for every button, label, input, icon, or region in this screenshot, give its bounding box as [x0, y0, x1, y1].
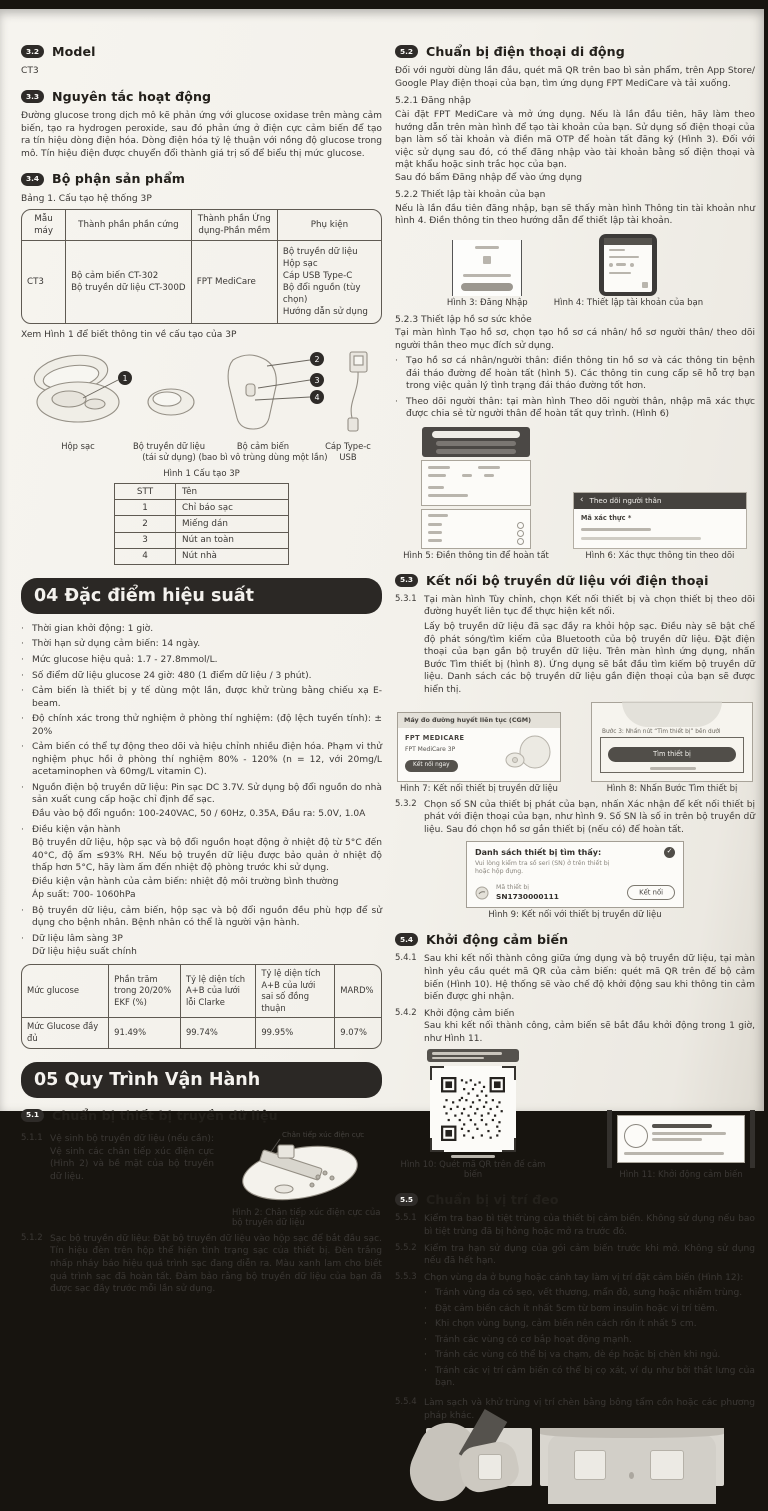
section-5-4: [395, 931, 755, 948]
figure6-header: [574, 493, 746, 509]
cell: 2: [115, 516, 176, 532]
step-text: Vệ sinh bộ truyền dữ liệu (nếu cần): Vệ sinh các chân tiếp xúc điện cực (Hình 2) và bề mặt của bộ truyền dữ liệu.: [50, 1134, 214, 1182]
section-05-header: 05 Quy Trình Vận Hành: [21, 1062, 382, 1098]
figure1-drawing: [21, 344, 379, 436]
connect-now-button-image: Kết nối ngay: [405, 760, 458, 772]
cell: Nút an toàn: [176, 532, 289, 548]
bullet-text: Số điểm dữ liệu glucose 24 giờ: 480 (1 điểm dữ liệu / 3 phút).: [32, 670, 312, 681]
figure7-caption: Hình 7: Kết nối thiết bị truyền dữ liệu: [400, 784, 558, 795]
step-text: Sạc bộ truyền dữ liệu: Đặt bộ truyền dữ liệu vào hộp sạc để bắt đầu sạc. Tín hiệu đèn trên hộp thể hiện tình trạng sạc của thiết bị. Đèn trắng nhấp nháy báo hiệu quá trình sạc đang diễn ra. Màu xanh lam cho biết quá trình sạc đã hoàn tất. Đảm bảo rằng bộ truyền dữ liệu của bạn đã được sạc đầy trước mỗi lần sử dụng.: [50, 1233, 382, 1295]
performance-bullets: [21, 623, 382, 959]
figure7: [397, 712, 561, 794]
bullet-text: Thời hạn sử dụng cảm biến: 14 ngày.: [32, 639, 201, 650]
bullet-text: Tránh các vùng có thể bị va chạm, dè ép hoặc bị chèn khi ngủ.: [435, 1350, 721, 1361]
paper: [0, 9, 764, 1421]
figure10-screenshot: [421, 1049, 525, 1158]
see-figure1-note: Xem Hình 1 để biết thông tin về cấu tạo của 3P: [21, 330, 237, 341]
bullet-text: Cảm biến có thể tự động theo dõi và hiệu chỉnh nhiều điện hóa. Phạm vi thử nghiệm phục hồi ở phòng thí nghiệm 80% - 120% (n = 12, với 20mg/L acetaminophen và 60mg/L vitamin C).: [32, 742, 382, 778]
section-title: Chuẩn bị vị trí đeo: [426, 1192, 559, 1208]
cell: 9.07%: [334, 1017, 381, 1047]
col-header: Tỷ lệ diện tích A+B của lưới lỗi Clarke: [180, 965, 255, 1017]
figure4: [554, 234, 703, 309]
step-number: 5.1.1: [21, 1133, 43, 1144]
cell-model: CT3: [22, 240, 65, 323]
bullet-text: Bộ truyền dữ liệu, cảm biến, hộp sạc và bộ đổi nguồn đều phù hợp để sử dụng cho bệnh nhân. Bệnh nhân có thể là người vận hành.: [32, 905, 382, 929]
bullet-text: Tránh các vị trí cảm biến có thể bị cọ xát, ví dụ như bởi thắt lưng của bạn.: [435, 1365, 755, 1389]
figure9-device-label: Mã thiết bị: [496, 883, 530, 891]
figure5-caption: Hình 5: Điền thông tin để hoàn tất: [403, 550, 549, 561]
figure9-title: Danh sách thiết bị tìm thấy:: [475, 847, 602, 857]
callout-number: 4: [314, 392, 320, 402]
bullet-text: Tránh vùng da có sẹo, vết thương, mẩn đỏ, sưng hoặc nhiễm trùng.: [435, 1288, 743, 1299]
bullet-item: · Mức glucose hiệu quả: 1.7 - 27.8mmol/L.: [21, 654, 218, 665]
figure8-caption: Hình 8: Nhấn Bước Tìm thiết bị: [606, 784, 738, 795]
find-device-button-image: Tìm thiết bị: [608, 747, 736, 762]
bullet-line: Nguồn điện bộ truyền dữ liệu: Pin sạc DC 3.7V. Sử dụng bộ đổi nguồn do nhà sản xuất cung cấp hoặc chỉ định để sạc.: [32, 782, 382, 806]
paragraph: Lấy bộ truyền dữ liệu đã sạc đầy ra khỏi hộp sạc. Điều này sẽ bật chế độ phát sóng/tìm kiếm của Bluetooth của bộ truyền dữ liệu. Đặt điện thoại của bạn gần bộ truyền dữ liệu. Trên màn hình ứng dụng, nhấn Bước Tìm thiết bị (hình 8). Ứng dụng sẽ bắt đầu tìm kiếm bộ truyền dữ liệu. Danh sách các bộ truyền dữ liệu gần điện thoại của bạn sẽ được hiển thị.: [424, 622, 755, 695]
figure1-label-sensor: [193, 441, 333, 464]
hardware-line: Bộ truyền dữ liệu CT-300D: [71, 283, 186, 294]
step-text: Làm sạch và khử trùng vị trí chèn bằng bông tẩm cồn hoặc các phương pháp khác.: [424, 1397, 755, 1421]
callout-number: 3: [314, 375, 320, 385]
figure3-caption: Hình 3: Đăng Nhập: [446, 297, 528, 308]
section-5-5: [395, 1191, 755, 1208]
step-heading: Khởi động cảm biến: [424, 1008, 515, 1019]
bullet-text: Tránh các vùng có cơ bắp hoạt động mạnh.: [435, 1334, 632, 1345]
figure9-caption: Hình 9: Kết nối với thiết bị truyền dữ liệu: [488, 910, 662, 921]
step-5-3-2: [395, 799, 755, 837]
figure6-body: [574, 509, 746, 548]
hardware-line: Bộ cảm biến CT-302: [71, 271, 159, 282]
bullet-item: · Nguồn điện bộ truyền dữ liệu: Pin sạc DC 3.7V. Sử dụng bộ đổi nguồn do nhà sản xuất cung cấp hoặc chỉ định để sạc. Đầu vào bộ đổi nguồn: 100-240VAC, 50 / 60Hz, 0.35A, Đầu ra: 5.0V, 1.0A: [21, 782, 382, 819]
step-number: 5.5.2: [395, 1242, 417, 1253]
step-number: 5.3.1: [395, 593, 417, 604]
col-header: Thành phần phần cứng: [65, 210, 191, 240]
bullet-item: · Đặt cảm biến cách ít nhất 5cm từ bơm insulin hoặc vị trí tiêm.: [424, 1303, 718, 1314]
step-text: [424, 1008, 755, 1046]
right-column: [395, 33, 755, 1486]
cell: Mức Glucose đầy đủ: [22, 1017, 108, 1047]
figure6-header-text: ‹ Theo dõi người thân: [589, 495, 662, 505]
accessory-line: Bộ truyền dữ liệu: [282, 247, 358, 258]
figure1-label-cable: Cáp Type-c USB: [325, 440, 371, 463]
figure5: [403, 427, 549, 562]
section-title: Nguyên tắc hoạt động: [52, 88, 212, 104]
step-heading: Chọn vùng da ở bụng hoặc cánh tay làm vị trí đặt cảm biến (Hình 12):: [424, 1272, 744, 1283]
bullet-text: [32, 782, 382, 821]
figure8-step-text: Bước 3: Nhấn nút “Tìm thiết bị” bên dưới: [602, 729, 721, 736]
bullet-text: Đặt cảm biến cách ít nhất 5cm từ bơm insulin hoặc vị trí tiêm.: [435, 1303, 718, 1314]
figure8-screenshot: [591, 702, 753, 782]
bullet-item: · Điều kiện vận hành Bộ truyền dữ liệu, hộp sạc và bộ đổi nguồn hoạt động ở nhiệt độ từ 5°C đến 40°C, độ ẩm ≤93% RH. Nếu bộ truyền dữ liệu được bảo quản ở nhiệt độ thấp hơn 5°C, hãy làm ấm đến nhiệt độ phòng trước khi sử dụng. Điều kiện vận hành của cảm biến: nhiệt độ môi trường bình thường Áp suất: 700- 1060hPa: [21, 824, 382, 901]
figure5-screenshot-form: [421, 460, 531, 506]
principle-paragraph: Đường glucose trong dịch mô kẽ phản ứng với glucose oxidase trên màng cảm biến, tạo ra hydrogen peroxide, sau đó phản ứng ở điện cực cảm biến để tạo ra tín hiệu dòng điện hóa. Dòng điện hóa tỷ lệ thuận với nồng độ glucose trong mô. Tín hiệu điện được chuyển đổi thành giá trị số để biểu thị mức glucose.: [21, 111, 382, 159]
bullet-item: · Theo dõi người thân: tại màn hình Theo dõi người thân, nhập mã xác thực được chia sẻ từ người thân để hoàn tất quy trình. (Hình 6): [395, 396, 755, 420]
bullet-text: Theo dõi người thân: tại màn hình Theo dõi người thân, nhập mã xác thực được chia sẻ từ người thân để hoàn tất quy trình. (Hình 6): [406, 396, 755, 420]
figure9-note: Vui lòng kiểm tra số seri (SN) ở trên thiết bị hoặc hộp đựng.: [475, 859, 610, 876]
figure2: [222, 1129, 382, 1229]
step-5-4-2: [395, 1008, 755, 1046]
col-header: Phụ kiện: [277, 210, 381, 240]
figure6-screenshot: [573, 492, 747, 549]
bullet-item: · Dữ liệu lâm sàng 3P Dữ liệu hiệu suất chính: [21, 933, 137, 958]
section-5-3: [395, 572, 755, 589]
figure11-screenshot: [607, 1110, 755, 1168]
bullet-subline: Bộ truyền dữ liệu, hộp sạc và bộ đổi nguồn hoạt động ở nhiệt độ từ 5°C đến 40°C, độ ẩm ≤93% RH. Nếu bộ truyền dữ liệu được bảo quản ở nhiệt độ thấp hơn 5°C, hãy làm ấm đến nhiệt độ phòng trước khi sử dụng.: [32, 838, 382, 874]
section-5-1: [21, 1107, 382, 1124]
step-5-5-3: [395, 1272, 755, 1393]
accessory-line: Hộp sạc: [282, 259, 318, 270]
bullet-text: Cảm biến là thiết bị y tế dùng một lần, được khử trùng bằng chiếu xạ E-beam.: [32, 686, 382, 709]
figure8: [591, 702, 753, 795]
figure10: [395, 1049, 551, 1181]
figure3-phone-screenshot: [452, 240, 522, 296]
paragraph: Sau khi kết nối thành công, cảm biến sẽ bắt đầu khởi động trong 1 giờ, như Hình 11.: [424, 1021, 755, 1044]
abdomen-placement-photo: [540, 1428, 724, 1486]
step-number: 5.1.2: [21, 1232, 43, 1243]
figure2-callout-label: Chân tiếp xúc điện cực: [282, 1130, 365, 1140]
figure4-phone-screenshot: [599, 234, 657, 296]
section-number-badge: 5.2: [395, 45, 418, 58]
accessory-line: Cáp USB Type-C: [282, 271, 353, 282]
callout-number: 1: [122, 373, 128, 383]
bullet-text: Mức glucose hiệu quả: 1.7 - 27.8mmol/L.: [32, 654, 218, 665]
figure4-caption: Hình 4: Thiết lập tài khoản của bạn: [553, 297, 704, 308]
col-header: MARD%: [334, 965, 381, 1017]
parts-index-table: [114, 483, 289, 565]
bullet-item: · Thời hạn sử dụng cảm biến: 14 ngày.: [21, 639, 201, 650]
figure12-photos: [395, 1428, 755, 1486]
cell: Nút nhà: [176, 548, 289, 564]
paragraph-5-2-1-tail: Sau đó bấm Đăng nhập để vào ứng dụng: [395, 172, 583, 183]
section-3-2: [21, 43, 382, 60]
figure6-caption: Hình 6: Xác thực thông tin theo dõi: [585, 550, 735, 561]
bullet-item: · Cảm biến có thể tự động theo dõi và hiệu chỉnh nhiều điện hóa. Phạm vi thử nghiệm phục hồi ở phòng thí nghiệm 80% - 120% (n = 12, với 20mg/L acetaminophen và 60mg/L vitamin C).: [21, 742, 382, 778]
step-text: Kiểm tra hạn sử dụng của gói cảm biến trước khi mở. Không sử dụng nếu đã hết hạn.: [424, 1243, 755, 1267]
cell: 1: [115, 500, 176, 516]
col-header: Phần trăm trong 20/20% EKF (%): [108, 965, 180, 1017]
bullet-item: · Tạo hồ sơ cá nhân/người thân: điền thông tin hồ sơ và các thông tin bệnh đái tháo đường để hoàn tất (hình 5). Các thông tin cung cấp sẽ hỗ trợ bạn trong việc quản lý tình trạng đái tháo đường tốt hơn.: [395, 356, 755, 392]
heading-5-2-1: 5.2.1 Đăng nhập: [395, 96, 471, 107]
figure9-serial-number: SN1730000111: [496, 892, 559, 902]
left-column: [21, 33, 382, 1300]
section-number-badge: 5.4: [395, 933, 418, 946]
bullet-item: · Khi chọn vùng bụng, cảm biến nên cách rốn ít nhất 5 cm.: [424, 1319, 697, 1330]
qr-code: [430, 1066, 516, 1152]
heading-5-2-3: 5.2.3 Thiết lập hồ sơ sức khỏe: [395, 314, 532, 325]
figure9-screenshot: [466, 841, 684, 909]
accessory-line: Hướng dẫn sử dụng: [282, 307, 368, 318]
figure10-caption: Hình 10: Quét mã QR trên đế cảm biến: [400, 1159, 546, 1181]
section-5-2: [395, 43, 755, 60]
table1-caption: Bảng 1. Cấu tạo hệ thống 3P: [21, 193, 152, 204]
step-5-1-1: [21, 1133, 214, 1183]
cell: 99.74%: [180, 1017, 255, 1047]
callout-number: 2: [314, 354, 320, 364]
figure9: [395, 841, 755, 922]
step-5-5-2: [395, 1243, 755, 1268]
step-number: 5.5.1: [395, 1213, 417, 1224]
bullet-text: Tạo hồ sơ cá nhân/người thân: điền thông tin hồ sơ và các thông tin bệnh đái tháo đường để hoàn tất (hình 5). Các thông tin cung cấp sẽ hỗ trợ bạn trong việc quản lý tình trạng đái tháo đường tốt hơn.: [406, 356, 755, 392]
qr-code-art: [441, 1077, 505, 1141]
step-text: Chọn số SN của thiết bị phát của bạn, nhấn Xác nhận để kết nối thiết bị phát với điện thoại của bạn, như hình 9. Số SN là số in trên bộ truyền dữ liệu. Sau đó chọn hồ sơ gắn thiết bị (nếu có) để hoàn tất.: [424, 799, 755, 836]
bullet-subline: Điều kiện vận hành của cảm biến: nhiệt độ môi trường bình thường: [32, 876, 339, 887]
section-number-badge: 5.3: [395, 574, 418, 587]
label-line: (tái sử dụng): [142, 452, 196, 463]
paragraph-5-2-1: Cài đặt FPT MediCare và mở ứng dụng. Nếu là lần đầu tiên, hãy làm theo hướng dẫn trên màn hình để tạo tài khoản của bạn. Sử dụng số điện thoại của bạn làm số tài khoản và điền mã OTP để hoàn tất đăng ký (Hình 3). Đối với việc sử dụng sau đó, có thể đăng nhập vào tài khoản bằng số điện thoại và mật khẩu hoặc sinh trắc học của bạn.: [395, 110, 755, 171]
label-line: Bộ truyền dữ liệu: [132, 440, 206, 451]
label-line: Bộ cảm biến: [236, 440, 290, 451]
step-5-5-1: [395, 1213, 755, 1238]
figure7-device-art: [501, 734, 553, 774]
col-header: Tỷ lệ diện tích A+B của lưới sai số đồng thuận: [255, 965, 334, 1017]
figure5-screenshot-profiles: [422, 427, 530, 457]
figure1: [21, 344, 382, 479]
step-text: Sau khi kết nối thành công giữa ứng dụng và bộ truyền dữ liệu, tại màn hình yêu cầu quét mã QR của cảm biến: quét mã QR trên đế bộ cảm biến (Hình 10). Hệ thống sẽ vào chế độ khởi động sau khi thông tin cảm biến được ghi nhận.: [424, 954, 755, 1003]
bullet-item: · Tránh các vị trí cảm biến có thể bị cọ xát, ví dụ như bởi thắt lưng của bạn.: [424, 1365, 755, 1389]
step-text: [424, 594, 755, 696]
figure7-title: Máy đo đường huyết liên tục (CGM): [398, 713, 560, 728]
figure1-label-case: Hộp sạc: [61, 440, 95, 451]
device-icon: [475, 886, 489, 900]
figure1-caption: Hình 1 Cấu tạo 3P: [163, 468, 240, 479]
figure7-brand: FPT MEDICARE: [405, 734, 465, 743]
cell: 91.49%: [108, 1017, 180, 1047]
figure6: [573, 492, 747, 562]
step-5-3-1: [395, 594, 755, 696]
accessory-line: Bộ đổi nguồn (tùy chọn): [282, 283, 361, 306]
cell: 99.95%: [255, 1017, 334, 1047]
performance-data-table: [21, 964, 382, 1049]
bullet-item: · Số điểm dữ liệu glucose 24 giờ: 480 (1 điểm dữ liệu / 3 phút).: [21, 670, 312, 681]
step-text: Kiểm tra bao bì tiệt trùng của thiết bị cảm biến. Không sử dụng nếu bao bì tiệt trùng đã bị hỏng hoặc mở ra trước đó.: [424, 1214, 755, 1237]
step-number: 5.3.2: [395, 798, 417, 809]
figure11-caption: Hình 11: Khởi động cảm biến: [619, 1170, 743, 1181]
section-title: Model: [52, 44, 96, 59]
section-5-2-intro: Đối với người dùng lần đầu, quét mã QR trên bao bì sản phẩm, trên App Store/ Google Play điện thoại của bạn, tìm ứng dụng FPT MediCare và tải xuống.: [395, 66, 755, 89]
cell: 4: [115, 548, 176, 564]
check-icon: [664, 847, 675, 858]
paragraph: Tại màn hình Tùy chỉnh, chọn Kết nối thiết bị và chọn thiết bị theo dõi đường huyết liên tục để thực hiện kết nối.: [424, 594, 755, 618]
bullet-text: Thời gian khởi động: 1 giờ.: [32, 623, 154, 634]
section-04-header: 04 Đặc điểm hiệu suất: [21, 578, 382, 614]
cell: 3: [115, 532, 176, 548]
col-header: Mẫu máy: [34, 214, 53, 237]
col-header: STT: [115, 484, 176, 500]
section-title: Chuẩn bị thiết bị truyền dữ liệu: [52, 1107, 278, 1123]
bullet-subline: Áp suất: 700- 1060hPa: [32, 890, 136, 901]
section-title: Khởi động cảm biến: [426, 932, 569, 948]
section-title: Kết nối bộ truyền dữ liệu với điện thoại: [426, 572, 709, 588]
figure3: [447, 240, 528, 309]
bullet-text: [32, 933, 137, 959]
figure6-field-label: Mã xác thực *: [580, 513, 632, 522]
step-number: 5.5.3: [395, 1271, 417, 1282]
cell-software: FPT MediCare: [191, 240, 277, 323]
bullet-item: · Độ chính xác trong thử nghiệm ở phòng thí nghiệm: (độ lệch tuyến tính): ± 20%: [21, 714, 382, 737]
step-5-5-4: [395, 1397, 755, 1422]
components-table: [21, 209, 382, 324]
step-text: [424, 1272, 755, 1393]
bullet-text: Độ chính xác trong thử nghiệm ở phòng thí nghiệm: (độ lệch tuyến tính): ± 20%: [32, 714, 382, 737]
cell-hardware: [65, 240, 191, 323]
figure11: [607, 1110, 755, 1181]
bullet-item: · Bộ truyền dữ liệu, cảm biến, hộp sạc và bộ đổi nguồn đều phù hợp để sử dụng cho bệnh nhân. Bệnh nhân có thể là người vận hành.: [21, 905, 382, 929]
heading-5-2-2: 5.2.2 Thiết lập tài khoản của bạn: [395, 190, 546, 201]
bullet-text: Khi chọn vùng bụng, cảm biến nên cách rốn ít nhất 5 cm.: [435, 1319, 697, 1330]
section-title: Chuẩn bị điện thoại di động: [426, 44, 625, 59]
section-3-4: [21, 170, 382, 187]
bullet-item: · Cảm biến là thiết bị y tế dùng một lần, được khử trùng bằng chiếu xạ E-beam.: [21, 686, 382, 709]
section-number-badge: 3.2: [21, 45, 44, 58]
paragraph-5-2-3: Tại màn hình Tạo hồ sơ, chọn tạo hồ sơ cá nhân/ hồ sơ người thân/ theo dõi người thân theo mục đích sử dụng.: [395, 328, 755, 351]
bullet-subline: Đầu vào bộ đổi nguồn: 100-240VAC, 50 / 60Hz, 0.35A, Đầu ra: 5.0V, 1.0A: [32, 809, 366, 819]
cell: Chỉ báo sạc: [176, 500, 289, 516]
label-line: (bao bì vô trùng dùng một lần): [198, 452, 328, 463]
bullet-line: Điều kiện vận hành: [32, 824, 121, 835]
arm-placement-photo: [426, 1428, 532, 1486]
figure7-device: FPT MediCare 3P: [405, 746, 456, 754]
bullet-item: · Thời gian khởi động: 1 giờ.: [21, 623, 154, 634]
step-5-1-2: [21, 1233, 382, 1296]
figure2-caption: Hình 2: Chân tiếp xúc điện cực của bộ truyền dữ liệu: [232, 1207, 381, 1229]
col-header: Mức glucose: [27, 985, 79, 996]
col-header: Thành phần Ứng dụng-Phần mềm: [191, 210, 277, 240]
col-header: Tên: [176, 484, 289, 500]
step-5-4-1: [395, 953, 755, 1003]
section-title: Bộ phận sản phẩm: [52, 171, 186, 187]
cell: Miếng dán: [176, 516, 289, 532]
section-number-badge: 5.1: [21, 1109, 44, 1122]
bullet-line: Dữ liệu lâm sàng 3P: [32, 933, 123, 944]
figure7-screenshot: [397, 712, 561, 782]
figure10-header: [427, 1049, 519, 1062]
model-value: CT3: [21, 66, 39, 77]
figure2-drawing: [222, 1129, 382, 1201]
cell-accessories: [277, 240, 381, 323]
paragraph-5-2-2: Nếu là lần đầu tiên đăng nhập, bạn sẽ thấy màn hình Thông tin tài khoản như hình 4. Điền thông tin theo hướng dẫn để thiết lập tài khoản.: [395, 203, 755, 227]
bullet-subline: Dữ liệu hiệu suất chính: [32, 947, 137, 958]
figure5-screenshot-list: [421, 509, 531, 549]
connect-button-image: Kết nối: [627, 885, 675, 900]
bullet-item: · Tránh vùng da có sẹo, vết thương, mẩn đỏ, sưng hoặc nhiễm trùng.: [424, 1288, 743, 1299]
section-number-badge: 3.3: [21, 90, 44, 103]
section-3-3: [21, 88, 382, 105]
step-number: 5.4.1: [395, 953, 417, 964]
section-number-badge: 3.4: [21, 173, 44, 186]
section-number-badge: 5.5: [395, 1193, 418, 1206]
bullet-text: [32, 824, 382, 902]
bullet-item: · Tránh các vùng có thể bị va chạm, dè ép hoặc bị chèn khi ngủ.: [424, 1350, 721, 1361]
bullet-item: · Tránh các vùng có cơ bắp hoạt động mạnh.: [424, 1334, 632, 1345]
step-number: 5.4.2: [395, 1007, 417, 1018]
step-number: 5.5.4: [395, 1396, 417, 1407]
